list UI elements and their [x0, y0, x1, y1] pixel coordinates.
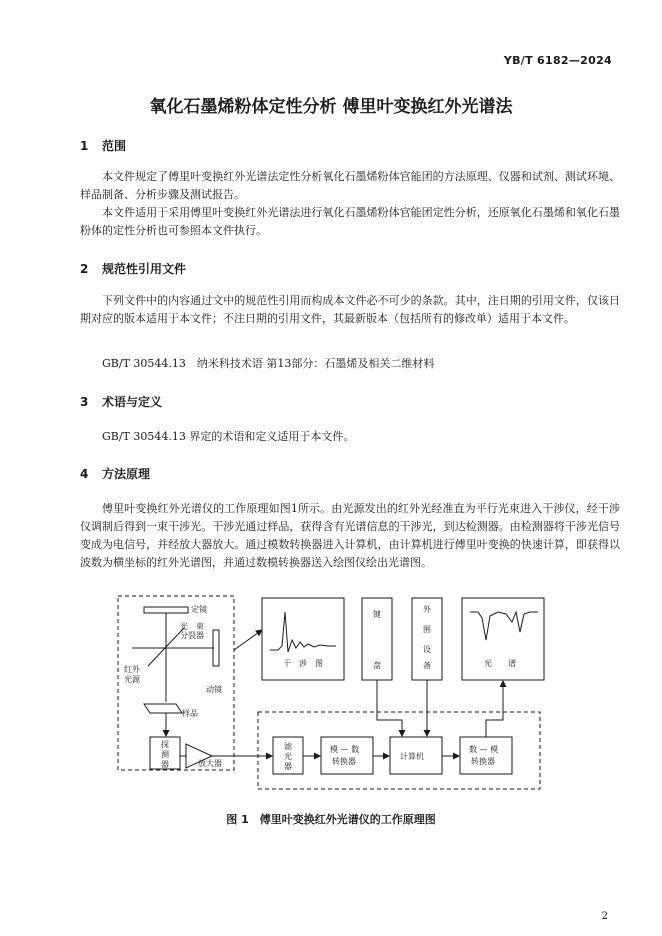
section-number: 2 [80, 262, 89, 276]
ir-source-label-1: 红外 [124, 665, 140, 674]
sample-label: 样品 [182, 709, 198, 718]
beam-splitter-label-1: 光 束 [180, 622, 204, 631]
fixed-mirror-shape [144, 607, 188, 613]
fixed-mirror-label: 定镜 [191, 605, 207, 614]
moving-mirror-label: 动镜 [206, 685, 222, 694]
peripheral-label-1: 外 [423, 605, 431, 614]
peripheral-label-2: 围 [423, 625, 431, 634]
section-1-paragraph-1: 本文件规定了傅里叶变换红外光谱法定性分析氧化石墨烯粉体官能团的方法原理、仪器和试剂、测试环境、样品制备、分析步骤及测试报告。 [80, 170, 620, 201]
line-keyboard-computer [377, 680, 402, 736]
section-number: 3 [80, 395, 89, 409]
section-number: 4 [80, 467, 89, 481]
document-title: 氧化石墨烯粉体定性分析 傅里叶变换红外光谱法 [149, 97, 513, 117]
detector-label-1: 探 [161, 740, 169, 749]
keyboard-label-2: 盘 [373, 661, 381, 670]
filter-label-1: 滤 [284, 742, 292, 751]
detector-label-3: 器 [161, 760, 169, 769]
peripheral-label-4: 备 [423, 661, 431, 670]
ir-source-label-2: 光源 [124, 675, 140, 684]
beam-splitter-label-2: 分裂器 [180, 631, 204, 640]
adc-label-2: 转换器 [332, 757, 356, 766]
section-number: 1 [80, 139, 89, 153]
spectrum-curve [470, 612, 538, 640]
interferogram-label: 干 涉 图 [283, 659, 323, 668]
amplifier-label: 放大器 [198, 759, 222, 768]
section-4-paragraph: 傅里叶变换红外光谱仪的工作原理如图1所示。由光源发出的红外光经准直为平行光束进入干涉仪，经干涉仪调制后得到一束干涉光。干涉光通过样品，获得含有光谱信息的干涉光，到达检测器。由检测器将干涉光信号变成为电信号，并经放大器放大。通过模数转换器进入计算机，由计算机进行傅里叶变换的快速计算，即获得以波数为横坐标的红外光谱图，并通过数模转换器送入绘图仪绘出光谱图。 [80, 502, 620, 569]
section-1-paragraph-2: 本文件适用于采用傅里叶变换红外光谱法进行氧化石墨烯粉体官能团定性分析，还原氧化石墨烯和氧化石墨粉体的定性分析也可参照本文件执行。 [80, 206, 620, 237]
interferogram-curve [270, 612, 336, 652]
dac-label-1: 数 — 模 [469, 745, 499, 754]
peripheral-label-3: 设 [423, 645, 431, 654]
filter-label-3: 器 [284, 762, 292, 771]
section-title: 规范性引用文件 [102, 262, 187, 276]
dac-label-2: 转换器 [471, 757, 495, 766]
computer-label: 计算机 [400, 752, 424, 761]
section-title: 方法原理 [102, 467, 151, 481]
normative-reference: GB/T 30544.13 纳米科技术语 第13部分：石墨烯及相关二维材料 [102, 357, 435, 370]
spectrum-label: 光 谱 [484, 659, 516, 668]
dac-box [460, 737, 512, 774]
sample-shape [144, 704, 182, 713]
section-title: 范围 [102, 139, 127, 153]
section-title: 术语与定义 [102, 395, 163, 409]
adc-box [321, 737, 373, 774]
adc-label-1: 模 — 数 [330, 745, 360, 754]
standard-code: YB/T 6182—2024 [503, 54, 612, 67]
figure-caption: 图 1 傅里叶变换红外光谱仪的工作原理图 [226, 813, 436, 826]
line-dac-spectrum [486, 681, 503, 737]
page-number: 2 [601, 911, 608, 922]
section-3-paragraph: GB/T 30544.13 界定的术语和定义适用于本文件。 [102, 430, 355, 443]
section-2-paragraph: 下列文件中的内容通过文中的规范性引用而构成本文件必不可少的条款。其中，注日期的引用文件，仅该日期对应的版本适用于本文件；不注日期的引用文件，其最新版本（包括所有的修改单）适用于本文件。 [80, 294, 620, 325]
arrow-to-interferogram [234, 630, 262, 650]
keyboard-label-1: 键 [373, 610, 381, 619]
detector-label-2: 测 [161, 750, 169, 759]
filter-label-2: 光 [284, 752, 292, 761]
